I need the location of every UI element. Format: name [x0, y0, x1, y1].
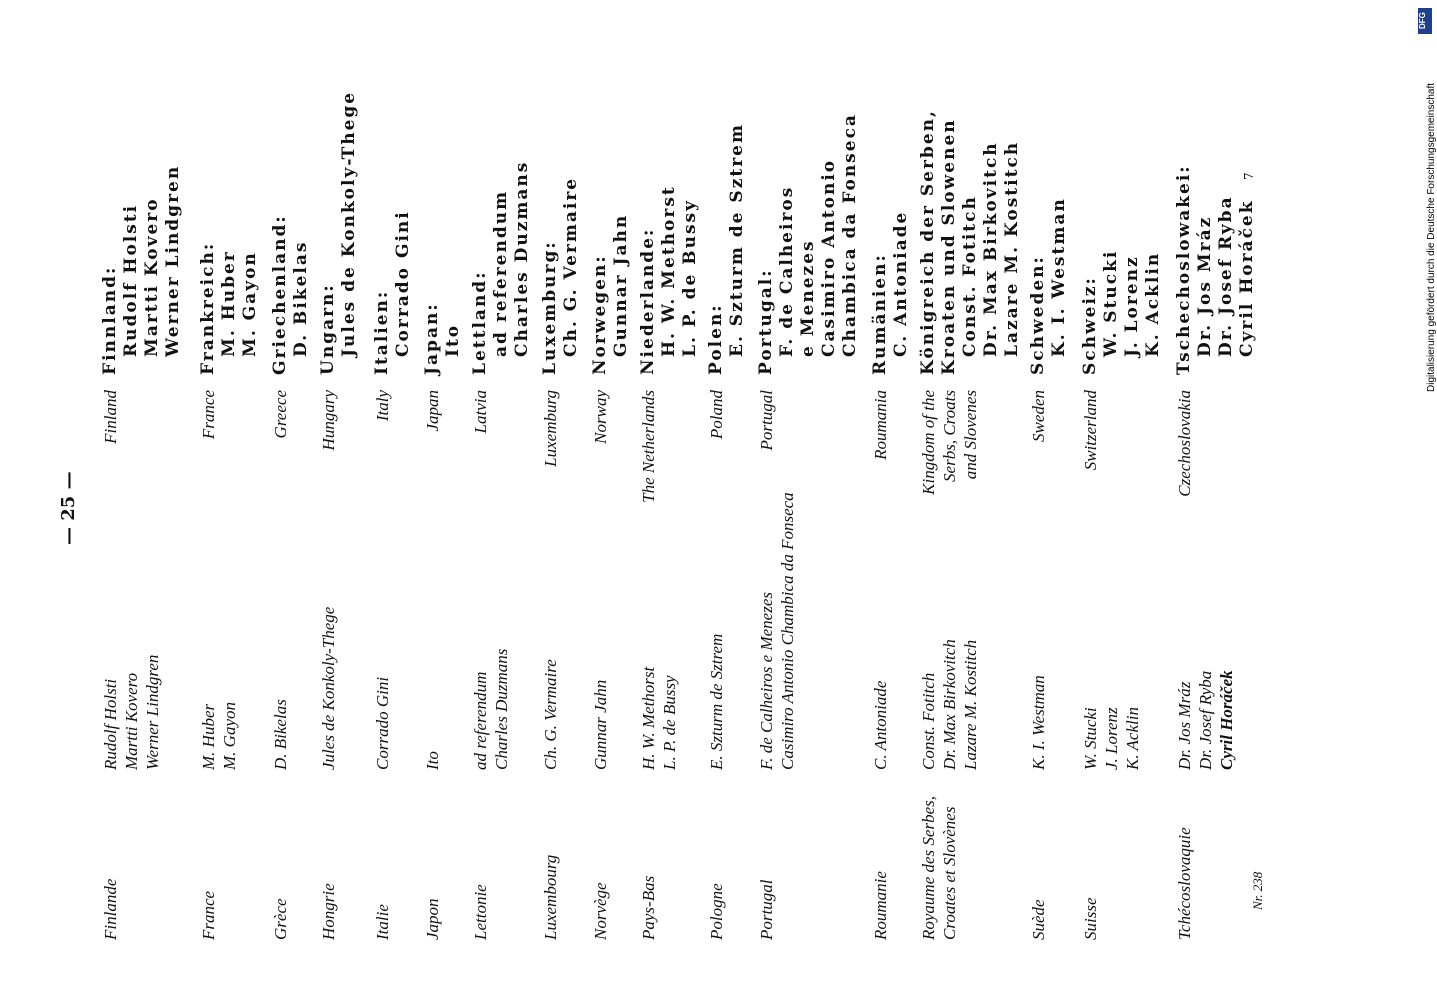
country-label-de: Schweden:: [1028, 255, 1048, 375]
signatory-name-de: H. W. Methorst: [659, 185, 679, 357]
signatory-name-de: Corrado Gini: [393, 210, 413, 357]
signatory-name: Corrado Gini: [373, 676, 392, 770]
rotated-page-content: [58, 40, 1310, 940]
country-name-en: [372, 390, 393, 510]
signatory-name: M. Gayon: [220, 702, 239, 770]
signature-mark: 7: [1242, 172, 1256, 180]
signatory-name: Casimiro Antonio Chambica da Fonseca: [778, 492, 797, 770]
signatory-name-de: Werner Lindgren: [163, 164, 183, 357]
country-label-de: Japan:: [422, 302, 442, 375]
names-de: [870, 35, 912, 375]
country-label-de: Portugal:: [756, 268, 776, 375]
names-de: [318, 35, 360, 375]
country-label-en: Italy: [373, 390, 392, 422]
country-label-fr: Pays-Bas: [639, 875, 658, 940]
country-label-fr: Norvège: [591, 882, 610, 940]
country-label-de: Königreich der Serben,: [918, 109, 938, 375]
country-label-fr: Grèce: [271, 898, 290, 940]
signatory-name: Jules de Konkoly-Thege: [319, 606, 338, 770]
country-name-en: [1080, 390, 1101, 510]
country-label-de: Niederlande:: [638, 227, 658, 375]
names-fr: [756, 492, 798, 770]
names-fr: [540, 540, 561, 770]
country-label-fr: Royaume des Serbes, Croates et Slovènes: [919, 796, 959, 940]
country-label-en: Norway: [591, 390, 610, 444]
signatory-name-de: J. Lorenz: [1122, 255, 1142, 357]
names-de: [422, 35, 464, 375]
country-label-de: Luxemburg:: [540, 240, 560, 375]
signatory-name-de: Casimiro Antonio: [819, 158, 839, 357]
country-name-fr: [638, 790, 659, 940]
country-label-en: Czechoslovakia: [1175, 390, 1194, 497]
names-de: [1174, 35, 1258, 375]
signatory-name: K. I. Westman: [1029, 675, 1048, 770]
signatory-name: W. Stucki: [1081, 707, 1100, 770]
signatory-name-de: Ito: [443, 323, 463, 357]
signatory-name-de: L. P. de Bussy: [680, 199, 700, 357]
footer-number: Nr. 238: [1250, 871, 1265, 910]
names-de: [706, 35, 748, 375]
names-fr: [590, 540, 611, 770]
signatory-name-de: Dr. Max Birkovitch: [981, 141, 1001, 357]
country-label-en: Portugal: [757, 390, 776, 451]
country-name-en: [100, 390, 121, 510]
dfg-logo: DFG: [1418, 8, 1432, 34]
signatory-name-de: M. Huber: [219, 250, 239, 357]
names-de: [372, 35, 414, 375]
names-de: [638, 35, 701, 375]
signatory-name-de: F. de Calheiros: [777, 185, 797, 357]
country-name-en: [706, 390, 727, 510]
country-name-en: [470, 390, 491, 510]
country-label-de: Ungarn:: [318, 283, 338, 375]
names-de: [100, 35, 184, 375]
signatory-name-de: Cyril Horáček: [1237, 199, 1257, 357]
country-label-de: Schweiz:: [1080, 276, 1100, 375]
signatory-name: L. P. de Bussy: [660, 675, 679, 770]
country-label-de: Rumänien:: [870, 253, 890, 375]
country-name-en: [1028, 390, 1049, 510]
names-fr: [270, 540, 291, 770]
signatory-name: H. W. Methorst: [639, 666, 658, 770]
signatory-name-de: Gunnar Jahn: [611, 213, 631, 357]
signatory-name-de: M. Gayon: [240, 251, 260, 357]
signatory-name-de: Dr. Jos Mráz: [1195, 215, 1215, 357]
country-label-fr: Pologne: [707, 883, 726, 940]
signatory-name-de: K. I. Westman: [1049, 197, 1069, 357]
country-name-fr: [372, 790, 393, 940]
country-name-fr: [706, 790, 727, 940]
country-label-de: Lettland:: [470, 270, 490, 375]
digitization-note: Digitalisierung gefördert durch die Deutsche Forschungsgemeinschaft: [1426, 82, 1437, 392]
names-fr: [706, 540, 727, 770]
signatory-name-de: Const. Fotitch: [960, 195, 980, 357]
country-name-en: [638, 390, 659, 510]
names-de: [198, 35, 261, 375]
signatory-name: D. Bikelas: [271, 699, 290, 770]
country-label-en: Luxemburg: [541, 390, 560, 467]
country-name-fr: [1174, 790, 1195, 940]
signatory-name-de: e Menezes: [798, 239, 818, 357]
country-label-en: Hungary: [319, 390, 338, 451]
country-name-en: [318, 390, 339, 510]
country-label-en: Kingdom of the Serbs, Croats and Slovenes: [919, 390, 980, 495]
names-fr: [198, 540, 240, 770]
names-de: [918, 35, 1023, 375]
country-label-en: The Netherlands: [639, 390, 658, 503]
signatory-name: Martti Kovero: [122, 672, 141, 770]
country-label-en: Switzerland: [1081, 390, 1100, 471]
country-label-en: Japan: [423, 390, 442, 432]
country-name-fr: [1028, 790, 1049, 940]
names-fr: [870, 540, 891, 770]
names-de: [1080, 35, 1164, 375]
country-label-en: Roumania: [871, 390, 890, 460]
country-name-fr: [870, 790, 891, 940]
signatory-name-de: E. Szturm de Sztrem: [727, 123, 747, 357]
names-fr: [470, 540, 512, 770]
country-label-fr: Suisse: [1081, 897, 1100, 940]
country-label-en: France: [199, 390, 218, 440]
country-name-en: [422, 390, 443, 510]
country-name-fr: [540, 790, 561, 940]
country-name-en: [590, 390, 611, 510]
signatory-name: Cyril Horáček: [1217, 670, 1236, 770]
country-label-de: Italien:: [372, 289, 392, 375]
country-label-fr: Luxembourg: [541, 854, 560, 940]
country-label-de: Frankreich:: [198, 241, 218, 375]
country-name-fr: [198, 790, 219, 940]
country-name-fr: [470, 790, 491, 940]
names-fr: [1028, 540, 1049, 770]
names-fr: [422, 540, 443, 770]
country-name-en: [918, 390, 981, 510]
country-label-de: Tschechoslowakei:: [1174, 164, 1194, 375]
country-name-en: [198, 390, 219, 510]
country-name-en: [270, 390, 291, 510]
names-fr: [1080, 540, 1143, 770]
signatory-name: Dr. Max Birkovitch: [940, 639, 959, 770]
signatory-name: F. de Calheiros e Menezes: [757, 592, 776, 770]
signatory-name: Ito: [423, 751, 442, 770]
country-label-en: Sweden: [1029, 390, 1048, 442]
names-fr: [318, 540, 339, 770]
country-label-de: Griechenland:: [270, 214, 290, 375]
country-label-en: Latvia: [471, 390, 490, 434]
signatory-name: Rudolf Holsti: [101, 678, 120, 770]
country-label-fr: France: [199, 890, 218, 940]
country-name-fr: [270, 790, 291, 940]
signatory-name-de: D. Bikelas: [291, 240, 311, 357]
names-fr: [372, 540, 393, 770]
signatory-name: J. Lorenz: [1102, 707, 1121, 770]
country-label-fr: Finlande: [101, 878, 120, 940]
country-name-fr: [318, 790, 339, 940]
signatory-name-de: Chambica da Fonseca: [840, 113, 860, 357]
signatory-name-de: K. Acklin: [1143, 251, 1163, 357]
country-label-fr: Hongrie: [319, 883, 338, 940]
country-name-fr: [590, 790, 611, 940]
signatory-name: Dr. Josef Ryba: [1196, 670, 1215, 770]
signatory-name: ad referendum: [471, 671, 490, 770]
signatory-name-de: Dr. Josef Ryba: [1216, 195, 1236, 357]
signatory-name-de: Lazare M. Kostitch: [1002, 140, 1022, 357]
names-de: [1028, 35, 1070, 375]
country-label-fr: Portugal: [757, 879, 776, 940]
signatory-name-de: Martti Kovero: [142, 197, 162, 357]
country-name-en: [1174, 390, 1195, 510]
country-label-fr: Lettonie: [471, 884, 490, 940]
signatory-name: C. Antoniade: [871, 680, 890, 770]
signatory-name: Const. Fotitch: [919, 672, 938, 770]
country-name-en: [870, 390, 891, 510]
names-de: [470, 35, 533, 375]
country-name-en: [540, 390, 561, 510]
country-name-fr: [422, 790, 443, 940]
signatory-name: Gunnar Jahn: [591, 679, 610, 770]
signatory-name: Lazare M. Kostitch: [961, 639, 980, 770]
country-label-fr: Suède: [1029, 899, 1048, 940]
signatory-name: Ch. G. Vermaire: [541, 659, 560, 770]
signatory-name: Charles Duzmans: [492, 648, 511, 770]
names-fr: [1174, 540, 1237, 770]
country-label-en: Finland: [101, 390, 120, 444]
signatory-name-de: C. Antoniade: [891, 210, 911, 357]
names-fr: [918, 540, 981, 770]
signatory-name: K. Acklin: [1123, 707, 1142, 770]
signatory-name: Werner Lindgren: [143, 654, 162, 770]
names-de: [540, 35, 582, 375]
country-label-fr: Japon: [423, 898, 442, 940]
names-de: [590, 35, 632, 375]
signatory-name-de: Ch. G. Vermaire: [561, 176, 581, 357]
country-label-fr: Roumanie: [871, 871, 890, 940]
page-number: — 25 —: [58, 471, 79, 545]
country-name-fr: [918, 790, 960, 940]
signatory-name: E. Szturm de Sztrem: [707, 633, 726, 770]
names-de: [270, 35, 312, 375]
country-name-fr: [756, 790, 777, 940]
signatory-name-de: W. Stucki: [1101, 249, 1121, 357]
signatory-name: M. Huber: [199, 703, 218, 770]
country-label-de: Norwegen:: [590, 254, 610, 375]
country-label-fr: Tchécoslovaquie: [1175, 827, 1194, 940]
names-de: [756, 35, 861, 375]
country-label-fr: Italie: [373, 904, 392, 940]
country-label-en: Poland: [707, 390, 726, 440]
country-name-fr: [100, 790, 121, 940]
signatory-name-de: Jules de Konkoly-Thege: [339, 90, 359, 357]
country-label-de: Polen:: [706, 303, 726, 375]
signatory-name-de: Rudolf Holsti: [121, 203, 141, 357]
signatory-name-de: Kroaten und Slowenen: [939, 118, 959, 375]
signatory-name: Dr. Jos Mráz: [1175, 681, 1194, 770]
country-name-fr: [1080, 790, 1101, 940]
country-name-en: [756, 390, 777, 510]
country-label-de: Finnland:: [100, 265, 120, 375]
signatory-name-de: Charles Duzmans: [512, 160, 532, 357]
country-label-en: Greece: [271, 390, 290, 439]
names-fr: [638, 540, 680, 770]
names-fr: [100, 540, 163, 770]
signatory-name-de: ad referendum: [491, 189, 511, 357]
